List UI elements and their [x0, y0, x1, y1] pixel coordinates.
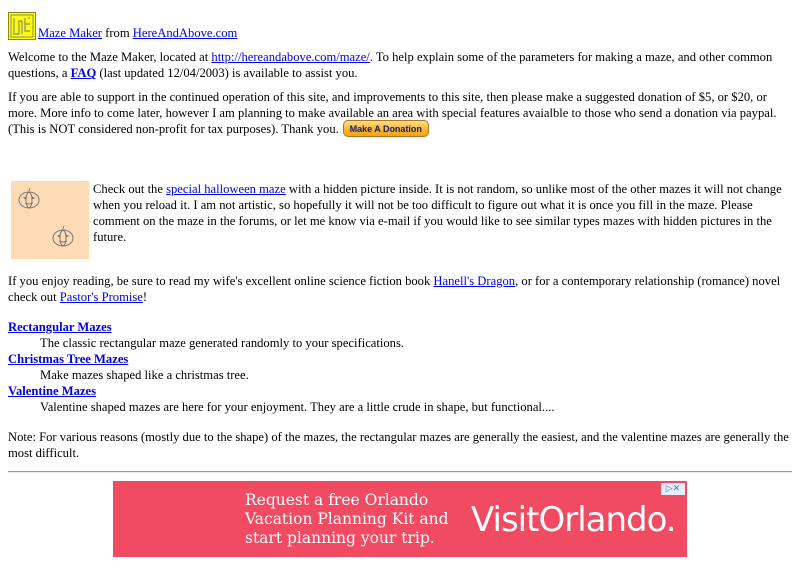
rectangular-mazes-link[interactable]: Rectangular Mazes — [8, 319, 112, 334]
reading-text-1: If you enjoy reading, be sure to read my wife's excellent online science fiction book — [8, 273, 434, 288]
visit-orlando-logo: VisitOrlando. — [471, 499, 676, 540]
adchoices-icon[interactable]: ▷✕ — [661, 483, 685, 495]
christmas-tree-mazes-link[interactable]: Christmas Tree Mazes — [8, 351, 129, 366]
halloween-maze-image[interactable] — [11, 181, 89, 259]
halloween-maze-link[interactable]: special halloween maze — [166, 181, 286, 196]
hereandabove-link[interactable]: HereAndAbove.com — [132, 26, 238, 40]
halloween-text-2: with a hidden picture inside. It is not random, so unlike most of the other mazes it will not change when you reload it. I am not artistic, so hopefully it will not be too difficult to figure out what it is once you fill in the maze. Please comment on the maze in the forums, or let me know via e-mail if you would like to see similar types mazes with hidden pictures in the future. — [93, 181, 782, 244]
intro-text-1: Welcome to the Maze Maker, located at — [8, 50, 212, 64]
valentine-mazes-link[interactable]: Valentine Mazes — [8, 383, 97, 398]
maze-maker-link[interactable]: Maze Maker — [38, 26, 102, 40]
halloween-section — [8, 181, 792, 259]
pumpkin-icon — [51, 225, 75, 249]
rectangular-mazes-desc: The classic rectangular maze generated randomly to your specifications. — [40, 335, 405, 350]
reading-text-3: ! — [142, 289, 148, 304]
faq-link[interactable]: FAQ — [70, 66, 97, 80]
pumpkin-icon — [17, 187, 41, 211]
intro-text-2: . To help explain some of the parameters for making a maze, and other common questions, a — [8, 50, 773, 80]
halloween-text — [93, 181, 792, 259]
note-paragraph: Note: For various reasons (mostly due to the shape) of the mazes, the rectangular mazes are generally the easiest, and the valentine mazes are generally the most difficult. — [8, 429, 789, 460]
page-header — [8, 8, 792, 40]
halloween-text-1: Check out the — [93, 181, 167, 196]
donation-text: If you are able to support in the continued operation of this site, and improvements to this site, then please make a suggested donation of $5, or $20, or more. More info to come later, however I am planning to make available an area with special features avaialble to those who send a donation via paypal. (This is NOT considered non-profit for tax purposes). Thank you. — [8, 90, 777, 136]
intro-text-3: (last updated 12/04/2003) is available to assist you. — [96, 66, 358, 80]
maze-url-link[interactable]: http://hereandabove.com/maze/ — [211, 50, 370, 64]
make-donation-button[interactable]: Make A Donation — [343, 120, 429, 137]
intro-paragraph — [8, 49, 792, 81]
valentine-mazes-desc: Valentine shaped mazes are here for your enjoyment. They are a little crude in shape, but functional.... — [40, 399, 555, 414]
reading-text-2: , or for a contemporary relationship (romance) novel check out — [8, 273, 781, 304]
donation-paragraph — [8, 89, 792, 139]
hanells-dragon-link[interactable]: Hanell's Dragon — [433, 273, 516, 288]
ad-line-3: start planning your trip. — [245, 528, 435, 547]
ad-text — [245, 491, 449, 548]
maze-logo-icon[interactable] — [8, 12, 36, 40]
visit-orlando-ad[interactable] — [113, 481, 687, 557]
ad-line-2: Vacation Planning Kit and — [245, 509, 449, 528]
pastors-promise-link[interactable]: Pastor's Promise — [59, 289, 143, 304]
reading-paragraph — [8, 273, 792, 305]
maze-types-list — [8, 319, 792, 415]
divider — [8, 471, 792, 473]
header-from-text: from — [101, 26, 133, 40]
christmas-tree-mazes-desc: Make mazes shaped like a christmas tree. — [40, 367, 249, 382]
ad-line-1: Request a free Orlando — [245, 490, 429, 509]
